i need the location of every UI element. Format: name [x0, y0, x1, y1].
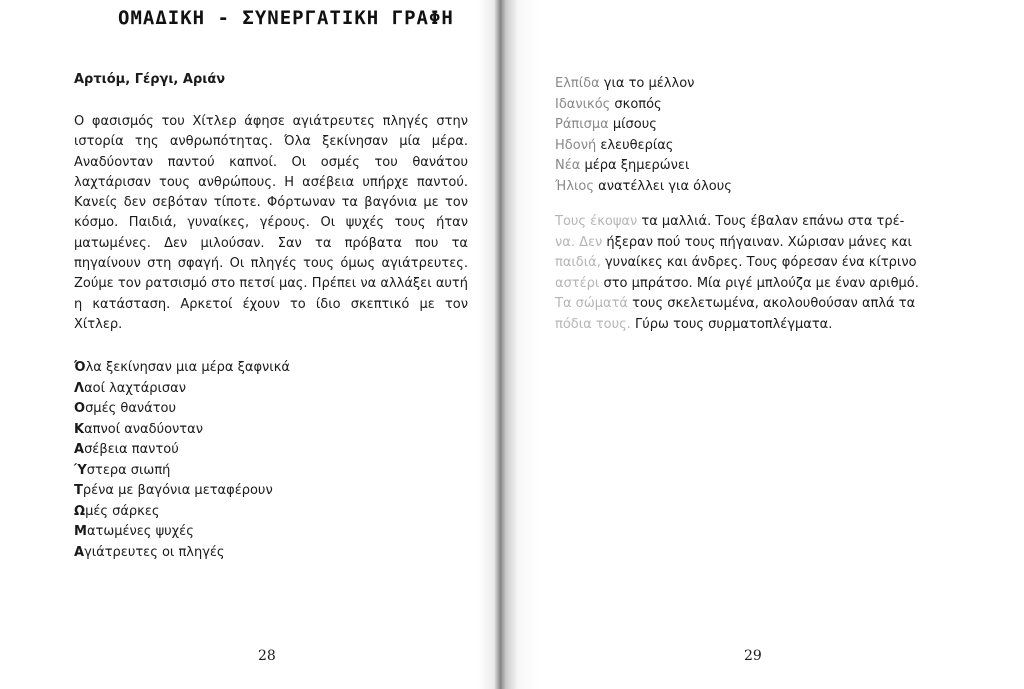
acrostic-line	[74, 420, 290, 441]
line-text: Γύρω τους συρματοπλέγματα.	[630, 316, 833, 332]
page-number-right: 29	[744, 648, 762, 664]
acrostic-initial: Ύ	[74, 462, 87, 478]
acrostic-line	[555, 136, 732, 157]
acrostic-initial: Τ	[74, 483, 83, 498]
acrostic-initial: Μ	[74, 524, 87, 539]
faded-text: αστέρι	[555, 275, 600, 291]
acrostic-line	[555, 74, 732, 95]
left-page	[0, 0, 500, 689]
book-spine-shadow	[478, 0, 518, 689]
acrostic-initial: Ο	[74, 401, 86, 416]
acrostic-poem-right	[555, 74, 732, 197]
story-paragraph: Ο φασισμός του Χίτλερ άφησε αγιάτρευτες πληγές στην ιστορία της ανθρωπότητας. Όλα ξεκίνησαν μία μέρα. Αναδύονταν παντού καπνοί. Οι οσμές του θανάτου λαχτάρισαν τους ανθρώπους. Η ασέβεια υπήρχε παντού. Κανείς δεν σεβόταν τίποτε. Φόρτωναν τα βαγόνια με τον κόσμο. Παιδιά, γυναίκες, γέρους. Οι ψυχές τους ήταν ματωμένες. Δεν μιλούσαν. Σαν τα πρόβατα που τα πηγαίνουν στη σφαγή. Οι πληγές τους όμως αγιάτρευτες. Ζούμε τον ρατσισμό στο πετσί μας. Πρέπει να αλλάξει αυτή η κατάσταση. Αρκετοί έχουν το ίδιο σκεπτικό με τον Χίτλερ.	[74, 114, 468, 332]
acrostic-text: μέρα ξημερώνει	[580, 158, 690, 173]
acrostic-text: σέβεια παντού	[84, 442, 179, 457]
paragraph-line	[555, 212, 955, 233]
acrostic-text: σμές θανάτου	[85, 401, 177, 416]
acrostic-text: λα ξεκίνησαν μια μέρα ξαφνικά	[85, 360, 290, 375]
line-text: τα μαλλιά. Τους έβαλαν επάνω στα τρέ-	[637, 214, 905, 229]
acrostic-line	[74, 502, 290, 523]
acrostic-initial: Κ	[74, 421, 85, 437]
authors-line: Αρτιόμ, Γέργι, Αριάν	[74, 72, 226, 87]
faded-text: Τους έκοψαν	[555, 214, 638, 229]
acrostic-line	[74, 399, 290, 420]
acrostic-initial: Ρ	[555, 117, 563, 132]
acrostic-text: για το μέλλον	[599, 76, 695, 91]
acrostic-text: ελευθερίας	[596, 137, 674, 153]
acrostic-initial: Α	[74, 442, 85, 457]
acrostic-line	[74, 379, 290, 400]
acrostic-initial: Ό	[74, 360, 86, 375]
paragraph-line	[555, 274, 955, 295]
acrostic-initial: Ν	[555, 158, 565, 173]
acrostic-line	[555, 95, 732, 116]
acrostic-initial: Ή	[555, 178, 567, 194]
acrostic-line	[74, 522, 290, 543]
page-title: ΟΜΑΔΙΚΗ - ΣΥΝΕΡΓΑΤΙΚΗ ΓΡΑΦΗ	[118, 7, 454, 29]
right-paragraph	[555, 212, 955, 335]
paragraph-line	[555, 233, 955, 254]
acrostic-text: μίσους	[608, 117, 657, 132]
faded-text: να. Δεν	[555, 234, 603, 250]
paragraph-line	[555, 253, 955, 274]
acrostic-text: ρένα με βαγόνια μεταφέρουν	[82, 483, 273, 498]
paragraph-line	[555, 294, 955, 315]
acrostic-line	[74, 481, 290, 502]
acrostic-text: στερα σιωπή	[86, 462, 171, 478]
acrostic-faded-text: λιος	[566, 178, 595, 194]
acrostic-initial: Λ	[74, 380, 85, 396]
acrostic-faded-text: λπίδα	[563, 76, 600, 91]
acrostic-faded-text: δανικός	[558, 96, 611, 112]
acrostic-initial: Ω	[74, 503, 86, 519]
faded-text: Τα σώματά	[555, 296, 629, 311]
acrostic-faded-text: δονή	[564, 137, 597, 153]
line-text: τους σκελετωμένα, ακολουθούσαν απλά τα	[628, 296, 916, 311]
line-text: στο μπράτσο. Μία ριγέ μπλούζα με έναν αριθμό.	[599, 275, 919, 291]
acrostic-line	[74, 461, 290, 482]
acrostic-text: απνοί αναδύονταν	[84, 421, 203, 437]
acrostic-text: γιάτρευτες οι πληγές	[84, 544, 225, 560]
faded-text: πόδια τους.	[555, 316, 631, 332]
acrostic-line	[74, 543, 290, 564]
line-text: ήξεραν πού τους πήγαιναν. Χώρισαν μάνες και	[602, 234, 912, 250]
acrostic-line	[74, 358, 290, 379]
acrostic-line	[74, 440, 290, 461]
acrostic-text: αοί λαχτάρισαν	[84, 380, 187, 396]
line-text: γυναίκες και άνδρες. Τους φόρεσαν ένα κίτρινο	[600, 255, 917, 270]
acrostic-line	[555, 177, 732, 198]
acrostic-text: σκοπός	[610, 96, 662, 112]
acrostic-line	[555, 156, 732, 177]
acrostic-faded-text: άπισμα	[562, 117, 609, 132]
acrostic-text: ανατέλλει για όλους	[594, 178, 732, 194]
acrostic-text: ατωμένες ψυχές	[86, 524, 194, 539]
page-number-left: 28	[258, 648, 276, 664]
acrostic-poem-left	[74, 358, 290, 563]
acrostic-text: μές σάρκες	[85, 503, 160, 519]
acrostic-line	[555, 115, 732, 136]
faded-text: παιδιά,	[555, 255, 601, 270]
acrostic-faded-text: έα	[564, 158, 581, 173]
acrostic-initial: Ι	[555, 96, 559, 112]
acrostic-initial: Η	[555, 137, 565, 153]
acrostic-initial: Ε	[555, 76, 564, 91]
acrostic-initial: Α	[74, 544, 85, 560]
paragraph-line	[555, 315, 955, 336]
